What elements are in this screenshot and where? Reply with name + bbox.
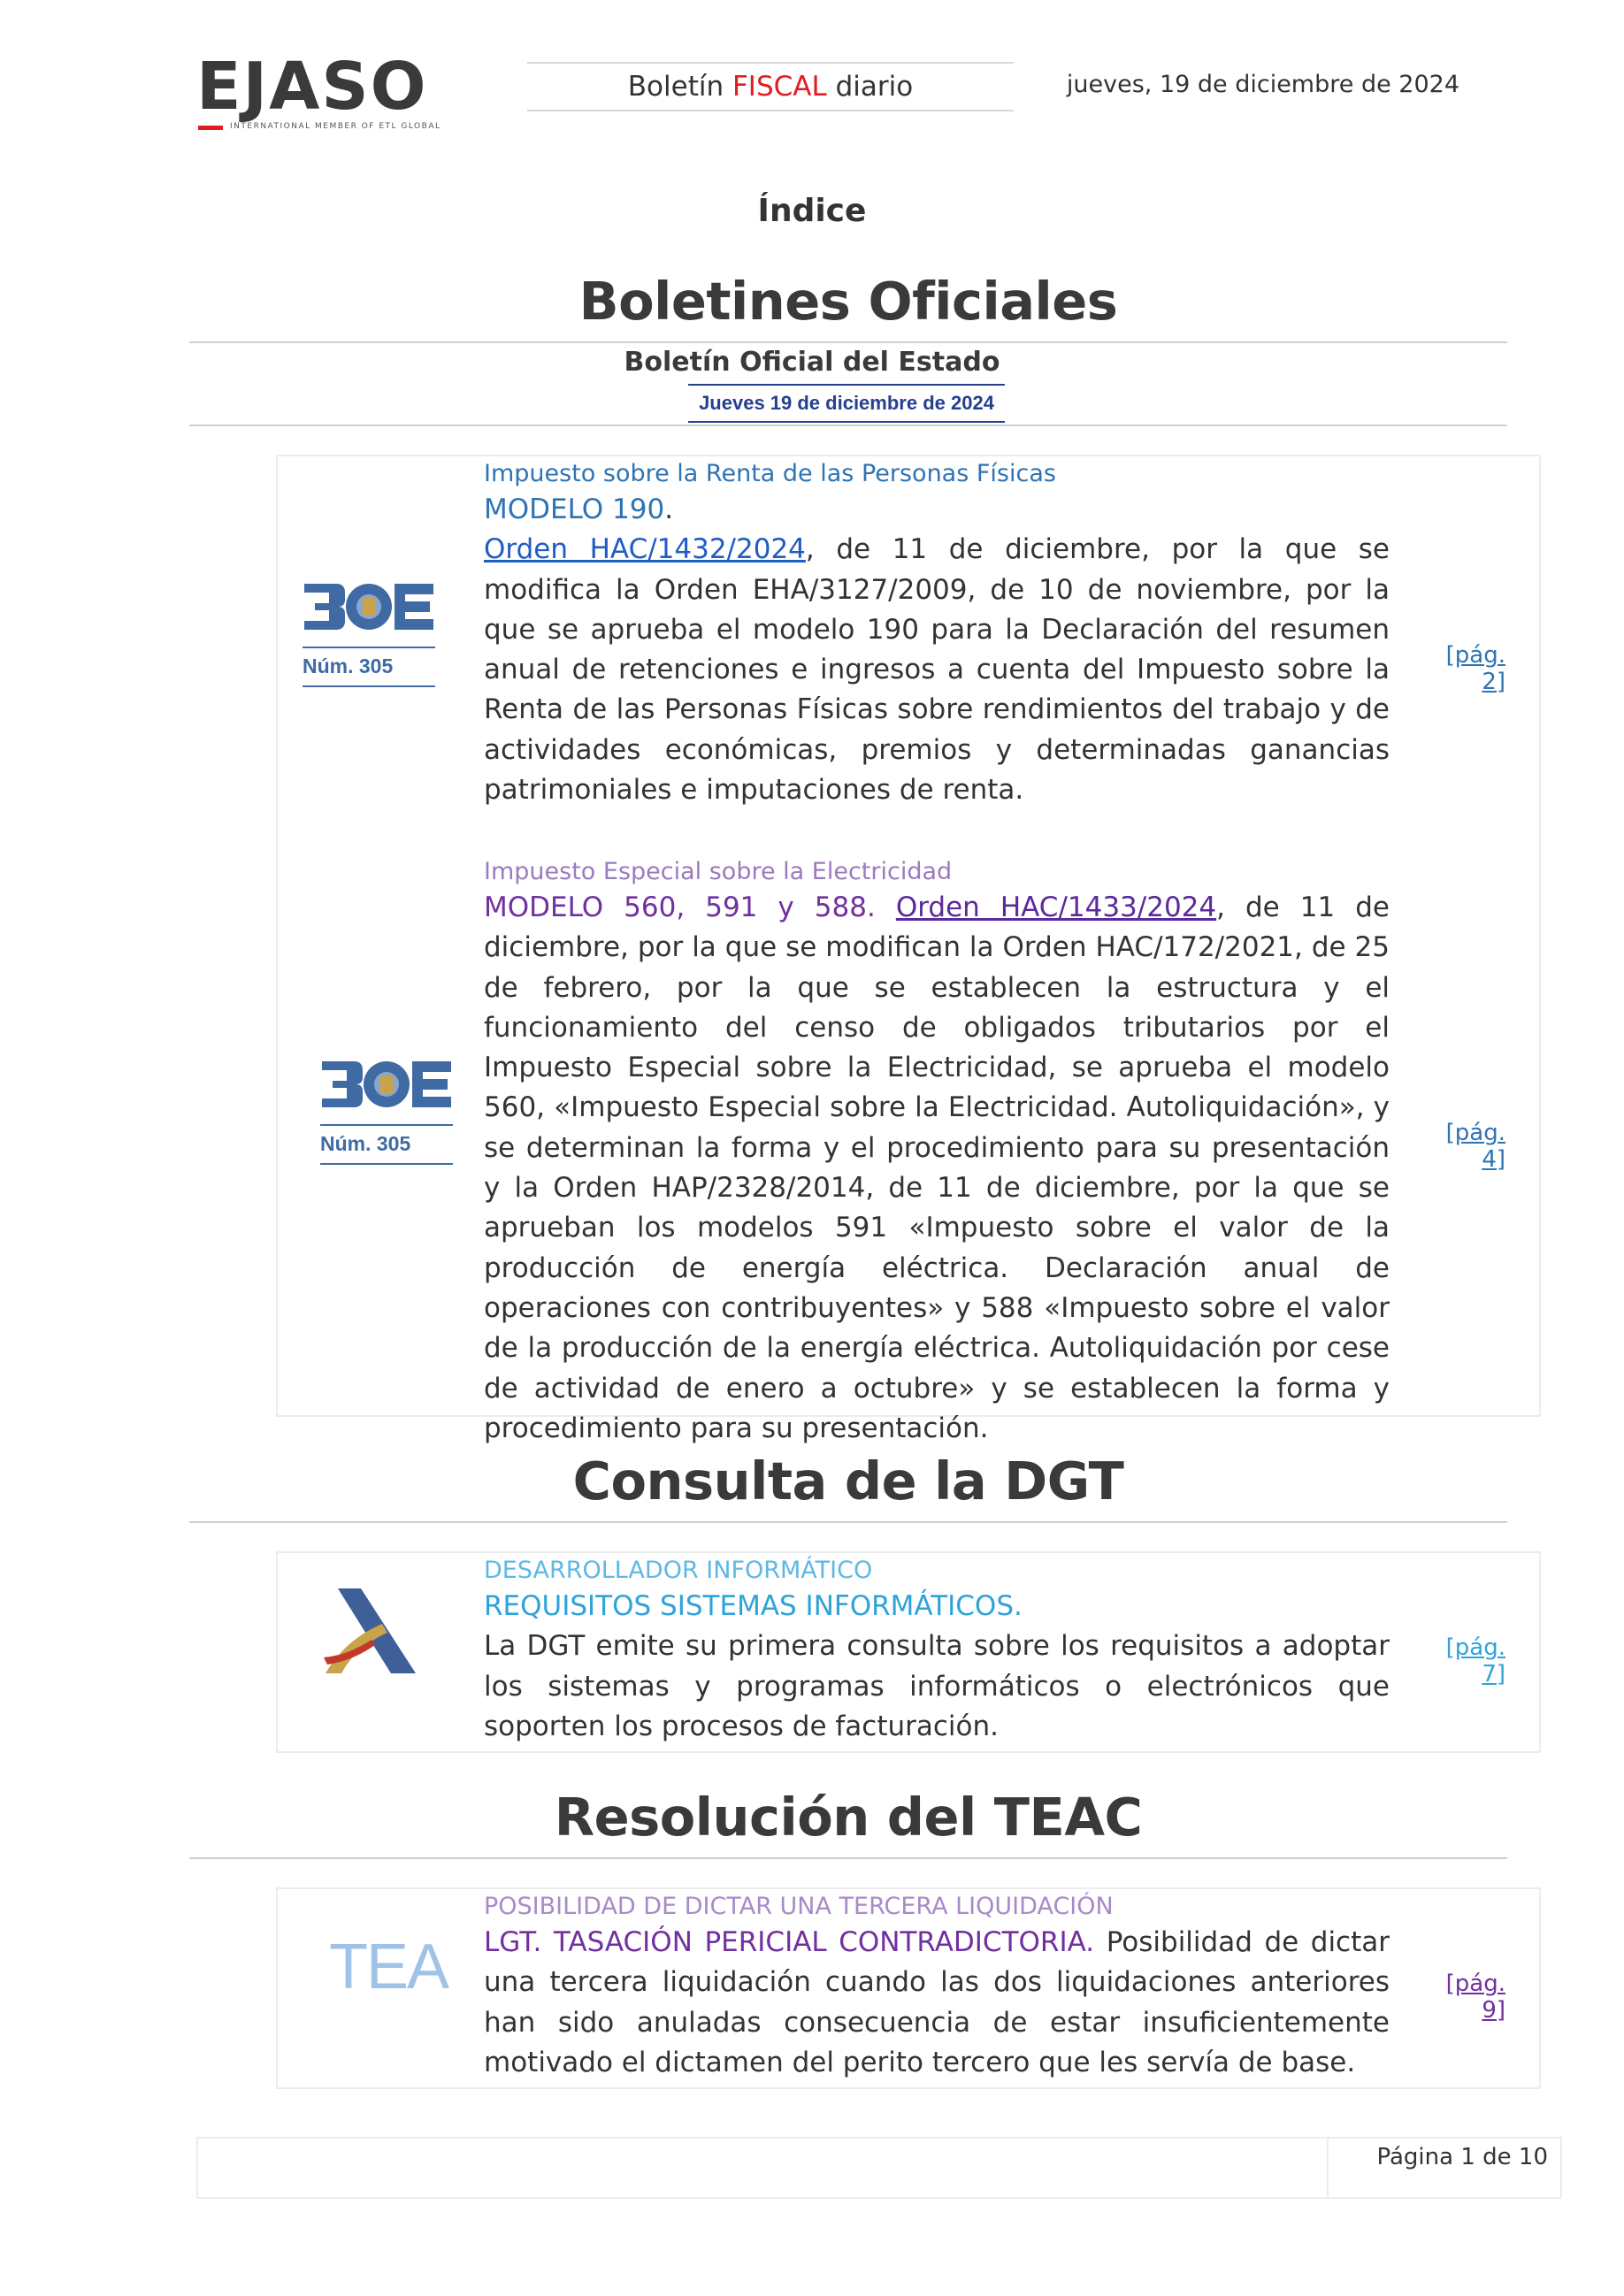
section-title-teac: Resolución del TEAC (554, 1787, 1143, 1848)
entry-electricidad (484, 856, 1390, 1449)
section-title-dgt: Consulta de la DGT (572, 1450, 1124, 1512)
entry-model: REQUISITOS SISTEMAS INFORMÁTICOS. (484, 1590, 1023, 1622)
bulletin-suffix: diario (826, 71, 914, 103)
section-title-boletines: Boletines Oficiales (578, 271, 1118, 332)
boe-number: Núm. 305 (320, 1124, 453, 1165)
entry-model: MODELO 560, 591 y 588. (484, 892, 896, 923)
section-divider (189, 1521, 1507, 1523)
bulletin-highlight: FISCAL (732, 71, 827, 103)
entry-category: DESARROLLADOR INFORMÁTICO (484, 1557, 873, 1584)
header-date: jueves, 19 de diciembre de 2024 (1066, 71, 1459, 98)
section-divider (189, 1857, 1507, 1859)
page-link[interactable]: [pág. 2] (1445, 642, 1505, 695)
page-link[interactable]: [pág. 7] (1445, 1634, 1505, 1688)
entry-category: Impuesto Especial sobre la Electricidad (484, 858, 953, 885)
entry-model-punct: . (664, 494, 674, 525)
entry-model: MODELO 190 (484, 494, 665, 525)
bulletin-prefix: Boletín (627, 71, 732, 103)
page-link[interactable]: [pág. 9] (1445, 1971, 1505, 2024)
entry-irpf (484, 458, 1390, 810)
boe-logo (303, 580, 435, 695)
entry-category: POSIBILIDAD DE DICTAR UNA TERCERA LIQUIDACIÓN (484, 1893, 1114, 1920)
footer-divider (1327, 2137, 1329, 2199)
page-number: Página 1 de 10 (1376, 2144, 1548, 2170)
section-divider (189, 425, 1507, 426)
tea-logo: TEA (329, 1932, 448, 2002)
logo-text: EJASO (196, 49, 428, 125)
bulletin-title (527, 62, 1014, 111)
entry-category: Impuesto sobre la Renta de las Personas Físicas (484, 460, 1056, 487)
entry-link[interactable]: Orden HAC/1432/2024 (484, 533, 806, 566)
entry-text: , de 11 de diciembre, por la que se modifican la Orden HAC/172/2021, de 25 de febrero, por la que se establecen la estructura y el funcionamiento del censo de obligados tributarios por el Impuesto Especial sobre la Electricidad, se aprueba el modelo 560, «Impuesto Especial sobre la Electricidad. Autoliquidación», y se determinan la forma y el procedimiento para su presentación y la Orden HAP/2328/2014, de 11 de diciembre, por la que se aprueban los modelos 591 «Impuesto sobre el valor de la producción de energía eléctrica. Declaración anual de operaciones con contribuyentes» y 588 «Impuesto sobre el valor de la producción de la energía eléctrica. Autoliquidación por cese de actividad de enero a octubre» y se establecen la forma y procedimiento para su presentación. (484, 892, 1390, 1444)
ejaso-logo (196, 49, 441, 131)
boe-number: Núm. 305 (303, 647, 435, 687)
boe-letters-icon (303, 580, 435, 633)
logo-red-bar (198, 126, 223, 130)
aeat-logo-icon (320, 1588, 419, 1677)
boe-logo (320, 1058, 453, 1173)
page-link[interactable]: [pág. 4] (1445, 1120, 1505, 1173)
boe-subtitle: Boletín Oficial del Estado (624, 347, 1000, 378)
boe-date: Jueves 19 de diciembre de 2024 (688, 384, 1005, 423)
entry-teac (484, 1891, 1390, 2083)
section-divider (189, 341, 1507, 343)
entry-dgt (484, 1555, 1390, 1747)
logo-tagline: INTERNATIONAL MEMBER OF ETL GLOBAL (230, 122, 441, 131)
entry-text: Posibilidad de dictar una tercera liquidación cuando las dos liquidaciones anteriores han sido anuladas consecuencia de estar insuficientemente motivado el dictamen del perito tercero que les servía de base. (484, 1926, 1390, 2078)
boe-letters-icon (320, 1058, 453, 1111)
entry-link[interactable]: Orden HAC/1433/2024 (895, 892, 1217, 923)
index-title: Índice (757, 193, 867, 229)
entry-text: La DGT emite su primera consulta sobre los requisitos a adoptar los sistemas y programas informáticos o electrónicos que soporten los procesos de facturación. (484, 1630, 1390, 1742)
entry-text: , de 11 de diciembre, por la que se modifica la Orden EHA/3127/2009, de 10 de noviembre, por la que se aprueba el modelo 190 para la Declaración del resumen anual de retenciones e ingresos a cuenta del Impuesto sobre la Renta de las Personas Físicas sobre rendimientos del trabajo y de actividades económicas, premios y determinadas ganancias patrimoniales e imputaciones de renta. (484, 533, 1390, 807)
entry-model: LGT. TASACIÓN PERICIAL CONTRADICTORIA. (484, 1926, 1095, 1958)
